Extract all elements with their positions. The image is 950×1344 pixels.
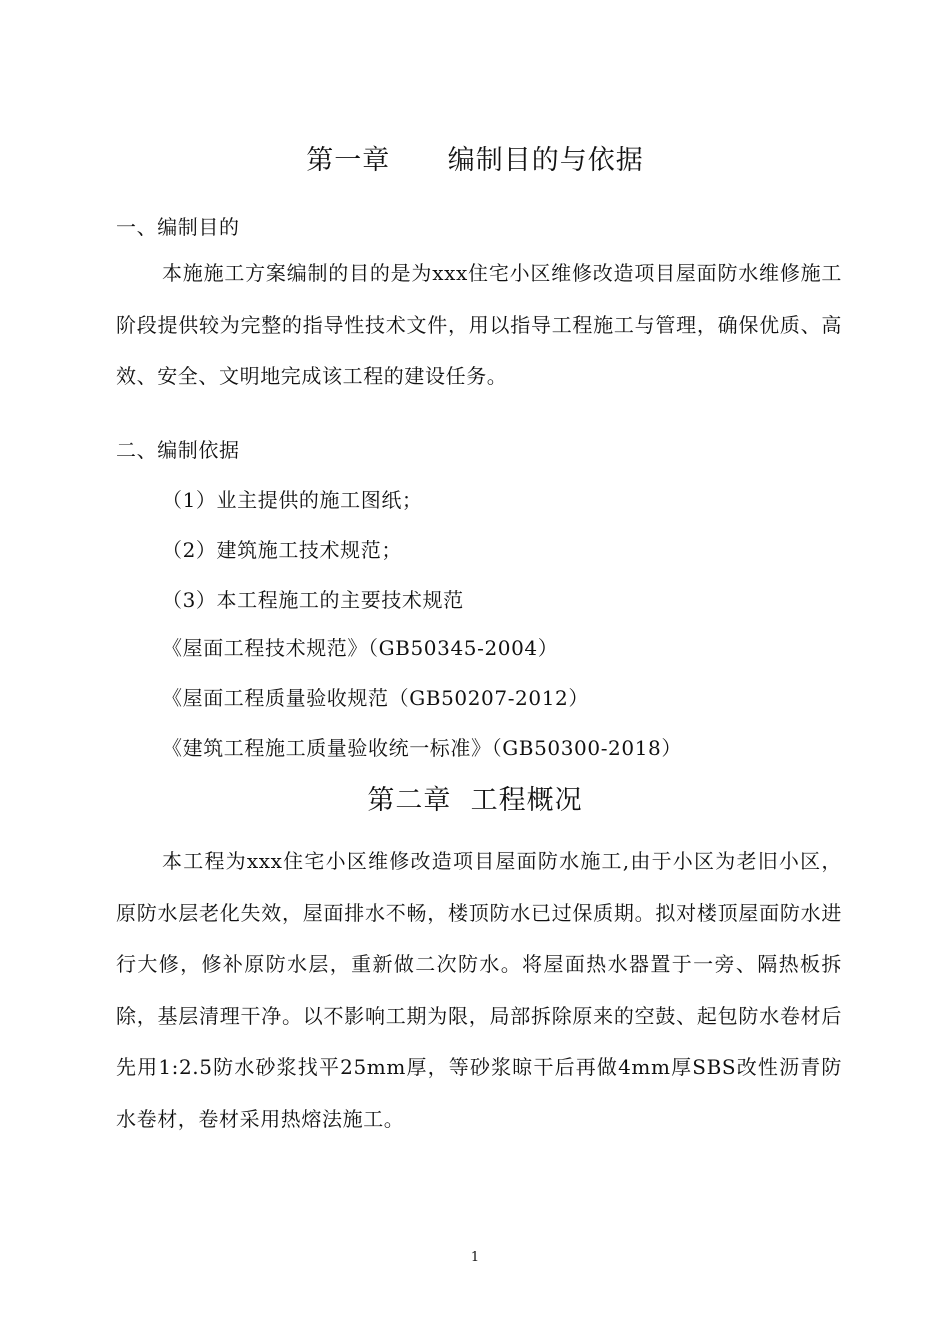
- overview-paragraph: 本工程为xxx住宅小区维修改造项目屋面防水施工,由于小区为老旧小区，原防水层老化失效，屋面排水不畅，楼顶防水已过保质期。拟对楼顶屋面防水进行大修，修补原防水层，重新做二次防水。将屋面热水器置于一旁、隔热板拆除，基层清理干净。以不影响工期为限，局部拆除原来的空鼓、起包防水卷材后先用1:2.5防水砂浆找平25mm厚，等砂浆晾干后再做4mm厚SBS改性沥青防水卷材，卷材采用热熔法施工。: [116, 849, 842, 1131]
- basis-item: （3）本工程施工的主要技术规范: [162, 588, 464, 612]
- standard-reference: 《屋面工程质量验收规范（GB50207-2012）: [162, 686, 589, 710]
- purpose-paragraph: 本施施工方案编制的目的是为xxx住宅小区维修改造项目屋面防水维修施工阶段提供较为完整的指导性技术文件，用以指导工程施工与管理，确保优质、高效、安全、文明地完成该工程的建设任务。: [116, 261, 842, 388]
- chapter-1-title: 第一章 编制目的与依据: [306, 145, 644, 176]
- section-heading-basis: 二、编制依据: [116, 438, 240, 462]
- section-heading-purpose: 一、编制目的: [116, 215, 240, 239]
- standard-reference: 《屋面工程技术规范》（GB50345-2004）: [162, 636, 559, 660]
- basis-item: （1）业主提供的施工图纸；: [162, 488, 423, 512]
- chapter-2-title: 第二章 工程概况: [367, 785, 583, 816]
- basis-item: （2）建筑施工技术规范；: [162, 538, 402, 562]
- page-number: 1: [470, 1250, 480, 1265]
- standard-reference: 《建筑工程施工质量验收统一标准》（GB50300-2018）: [162, 736, 682, 760]
